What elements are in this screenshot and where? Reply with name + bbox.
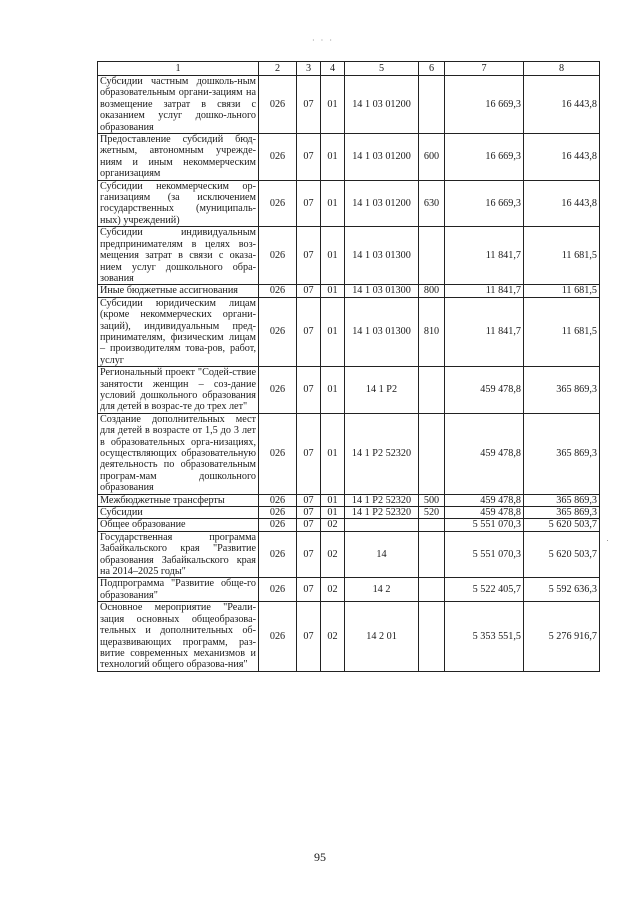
row-name-cell: Субсидии <box>98 507 259 519</box>
page-number: 95 <box>314 850 326 864</box>
header-cell: 7 <box>445 62 524 76</box>
amount-year2-cell: 365 869,3 <box>524 413 600 494</box>
header-row <box>98 62 600 76</box>
expense-type-cell: 520 <box>419 507 445 519</box>
target-article-cell: 14 2 01 <box>345 602 419 671</box>
expense-type-cell <box>419 578 445 602</box>
section-code-cell: 07 <box>297 227 321 285</box>
row-name-cell: Субсидии некоммерческим ор-ганизациям (за исключением государственных (муниципаль-ных) учреждений) <box>98 180 259 227</box>
amount-year2-cell: 16 443,8 <box>524 134 600 181</box>
target-article-cell: 14 1 03 01200 <box>345 76 419 134</box>
header-cell: 5 <box>345 62 419 76</box>
table-row <box>98 227 600 285</box>
target-article-cell: 14 1 03 01200 <box>345 180 419 227</box>
row-name-cell: Субсидии индивидуальным предпринимателям в целях воз-мещения затрат в связи с оказа-нием услуг дошкольного обра-зования <box>98 227 259 285</box>
amount-year2-cell: 11 681,5 <box>524 227 600 285</box>
ministry-code-cell: 026 <box>259 134 297 181</box>
ministry-code-cell: 026 <box>259 76 297 134</box>
row-name-cell: Субсидии юридическим лицам (кроме некоммерческих органи-заций), индивидуальным пред-принимателям, физическим лицам – производителям това-ров, работ, услуг <box>98 297 259 366</box>
target-article-cell: 14 1 P2 52320 <box>345 507 419 519</box>
table-row <box>98 531 600 578</box>
subsection-code-cell: 02 <box>321 531 345 578</box>
row-name-cell: Межбюджетные трансферты <box>98 494 259 506</box>
target-article-cell: 14 1 03 01200 <box>345 134 419 181</box>
section-code-cell: 07 <box>297 367 321 414</box>
scan-mark: · · · <box>312 36 334 45</box>
subsection-code-cell: 01 <box>321 413 345 494</box>
table-row <box>98 297 600 366</box>
table-row <box>98 134 600 181</box>
expense-type-cell <box>419 76 445 134</box>
subsection-code-cell: 01 <box>321 227 345 285</box>
subsection-code-cell: 02 <box>321 602 345 671</box>
section-code-cell: 07 <box>297 578 321 602</box>
header-cell: 6 <box>419 62 445 76</box>
ministry-code-cell: 026 <box>259 413 297 494</box>
table-row <box>98 578 600 602</box>
section-code-cell: 07 <box>297 180 321 227</box>
table-row <box>98 519 600 531</box>
expense-type-cell: 630 <box>419 180 445 227</box>
target-article-cell: 14 1 P2 <box>345 367 419 414</box>
amount-year1-cell: 5 551 070,3 <box>445 519 524 531</box>
ministry-code-cell: 026 <box>259 578 297 602</box>
subsection-code-cell: 01 <box>321 507 345 519</box>
subsection-code-cell: 01 <box>321 297 345 366</box>
amount-year2-cell: 11 681,5 <box>524 285 600 297</box>
amount-year2-cell: 16 443,8 <box>524 76 600 134</box>
table-row <box>98 76 600 134</box>
ministry-code-cell: 026 <box>259 519 297 531</box>
ministry-code-cell: 026 <box>259 602 297 671</box>
subsection-code-cell: 01 <box>321 180 345 227</box>
scan-dot <box>607 540 608 541</box>
table-row <box>98 602 600 671</box>
ministry-code-cell: 026 <box>259 180 297 227</box>
section-code-cell: 07 <box>297 297 321 366</box>
amount-year2-cell: 5 620 503,7 <box>524 519 600 531</box>
amount-year2-cell: 5 276 916,7 <box>524 602 600 671</box>
expense-type-cell <box>419 602 445 671</box>
header-cell: 1 <box>98 62 259 76</box>
section-code-cell: 07 <box>297 602 321 671</box>
section-code-cell: 07 <box>297 76 321 134</box>
amount-year1-cell: 11 841,7 <box>445 297 524 366</box>
amount-year2-cell: 16 443,8 <box>524 180 600 227</box>
target-article-cell: 14 1 03 01300 <box>345 297 419 366</box>
target-article-cell: 14 <box>345 531 419 578</box>
row-name-cell: Иные бюджетные ассигнования <box>98 285 259 297</box>
amount-year2-cell: 11 681,5 <box>524 297 600 366</box>
amount-year1-cell: 459 478,8 <box>445 413 524 494</box>
amount-year1-cell: 11 841,7 <box>445 285 524 297</box>
target-article-cell: 14 1 03 01300 <box>345 227 419 285</box>
amount-year2-cell: 365 869,3 <box>524 507 600 519</box>
section-code-cell: 07 <box>297 494 321 506</box>
subsection-code-cell: 01 <box>321 134 345 181</box>
amount-year1-cell: 459 478,8 <box>445 494 524 506</box>
target-article-cell: 14 1 P2 52320 <box>345 413 419 494</box>
amount-year1-cell: 5 353 551,5 <box>445 602 524 671</box>
subsection-code-cell: 01 <box>321 494 345 506</box>
ministry-code-cell: 026 <box>259 507 297 519</box>
subsection-code-cell: 02 <box>321 519 345 531</box>
amount-year2-cell: 5 620 503,7 <box>524 531 600 578</box>
subsection-code-cell: 02 <box>321 578 345 602</box>
ministry-code-cell: 026 <box>259 285 297 297</box>
row-name-cell: Региональный проект "Содей-ствие занятости женщин – соз-дание условий дошкольного образования для детей в возрас-те до трех лет" <box>98 367 259 414</box>
table-row <box>98 494 600 506</box>
amount-year2-cell: 5 592 636,3 <box>524 578 600 602</box>
amount-year1-cell: 5 522 405,7 <box>445 578 524 602</box>
ministry-code-cell: 026 <box>259 297 297 366</box>
subsection-code-cell: 01 <box>321 76 345 134</box>
row-name-cell: Подпрограмма "Развитие обще-го образования" <box>98 578 259 602</box>
expense-type-cell <box>419 367 445 414</box>
header-cell: 8 <box>524 62 600 76</box>
row-name-cell: Общее образование <box>98 519 259 531</box>
amount-year1-cell: 16 669,3 <box>445 180 524 227</box>
table-row <box>98 285 600 297</box>
section-code-cell: 07 <box>297 531 321 578</box>
header-cell: 4 <box>321 62 345 76</box>
subsection-code-cell: 01 <box>321 285 345 297</box>
table-row <box>98 507 600 519</box>
expense-type-cell: 600 <box>419 134 445 181</box>
target-article-cell: 14 1 03 01300 <box>345 285 419 297</box>
row-name-cell: Предоставление субсидий бюд-жетным, автономным учрежде-ниям и иным некоммерческим организациям <box>98 134 259 181</box>
expense-type-cell <box>419 531 445 578</box>
amount-year2-cell: 365 869,3 <box>524 367 600 414</box>
amount-year1-cell: 5 551 070,3 <box>445 531 524 578</box>
row-name-cell: Создание дополнительных мест для детей в возрасте от 1,5 до 3 лет в образовательных орга-низациях, осуществляющих образовательную деятельность по образовательным програм-мам дошкольного образования <box>98 413 259 494</box>
budget-table <box>97 61 600 672</box>
amount-year1-cell: 459 478,8 <box>445 367 524 414</box>
expense-type-cell: 500 <box>419 494 445 506</box>
target-article-cell: 14 2 <box>345 578 419 602</box>
section-code-cell: 07 <box>297 134 321 181</box>
table-row <box>98 180 600 227</box>
expense-type-cell: 810 <box>419 297 445 366</box>
section-code-cell: 07 <box>297 519 321 531</box>
target-article-cell: 14 1 P2 52320 <box>345 494 419 506</box>
ministry-code-cell: 026 <box>259 531 297 578</box>
amount-year1-cell: 11 841,7 <box>445 227 524 285</box>
amount-year2-cell: 365 869,3 <box>524 494 600 506</box>
section-code-cell: 07 <box>297 285 321 297</box>
row-name-cell: Государственная программа Забайкальского края "Развитие образования Забайкальского края на 2014–2025 годы" <box>98 531 259 578</box>
amount-year1-cell: 459 478,8 <box>445 507 524 519</box>
expense-type-cell <box>419 413 445 494</box>
header-cell: 2 <box>259 62 297 76</box>
table-row <box>98 413 600 494</box>
subsection-code-cell: 01 <box>321 367 345 414</box>
ministry-code-cell: 026 <box>259 367 297 414</box>
row-name-cell: Субсидии частным дошколь-ным образовательным органи-зациям на возмещение затрат в связи с оказанием услуг дошко-льного образования <box>98 76 259 134</box>
section-code-cell: 07 <box>297 507 321 519</box>
expense-type-cell <box>419 519 445 531</box>
amount-year1-cell: 16 669,3 <box>445 76 524 134</box>
expense-type-cell <box>419 227 445 285</box>
table-row <box>98 367 600 414</box>
ministry-code-cell: 026 <box>259 227 297 285</box>
section-code-cell: 07 <box>297 413 321 494</box>
amount-year1-cell: 16 669,3 <box>445 134 524 181</box>
expense-type-cell: 800 <box>419 285 445 297</box>
table-body <box>98 76 600 672</box>
target-article-cell <box>345 519 419 531</box>
header-cell: 3 <box>297 62 321 76</box>
ministry-code-cell: 026 <box>259 494 297 506</box>
row-name-cell: Основное мероприятие "Реали-зация основных общеобразова-тельных и дополнительных об-щеразвивающих программ, раз-витие современных механизмов и технологий общего образова-ния" <box>98 602 259 671</box>
